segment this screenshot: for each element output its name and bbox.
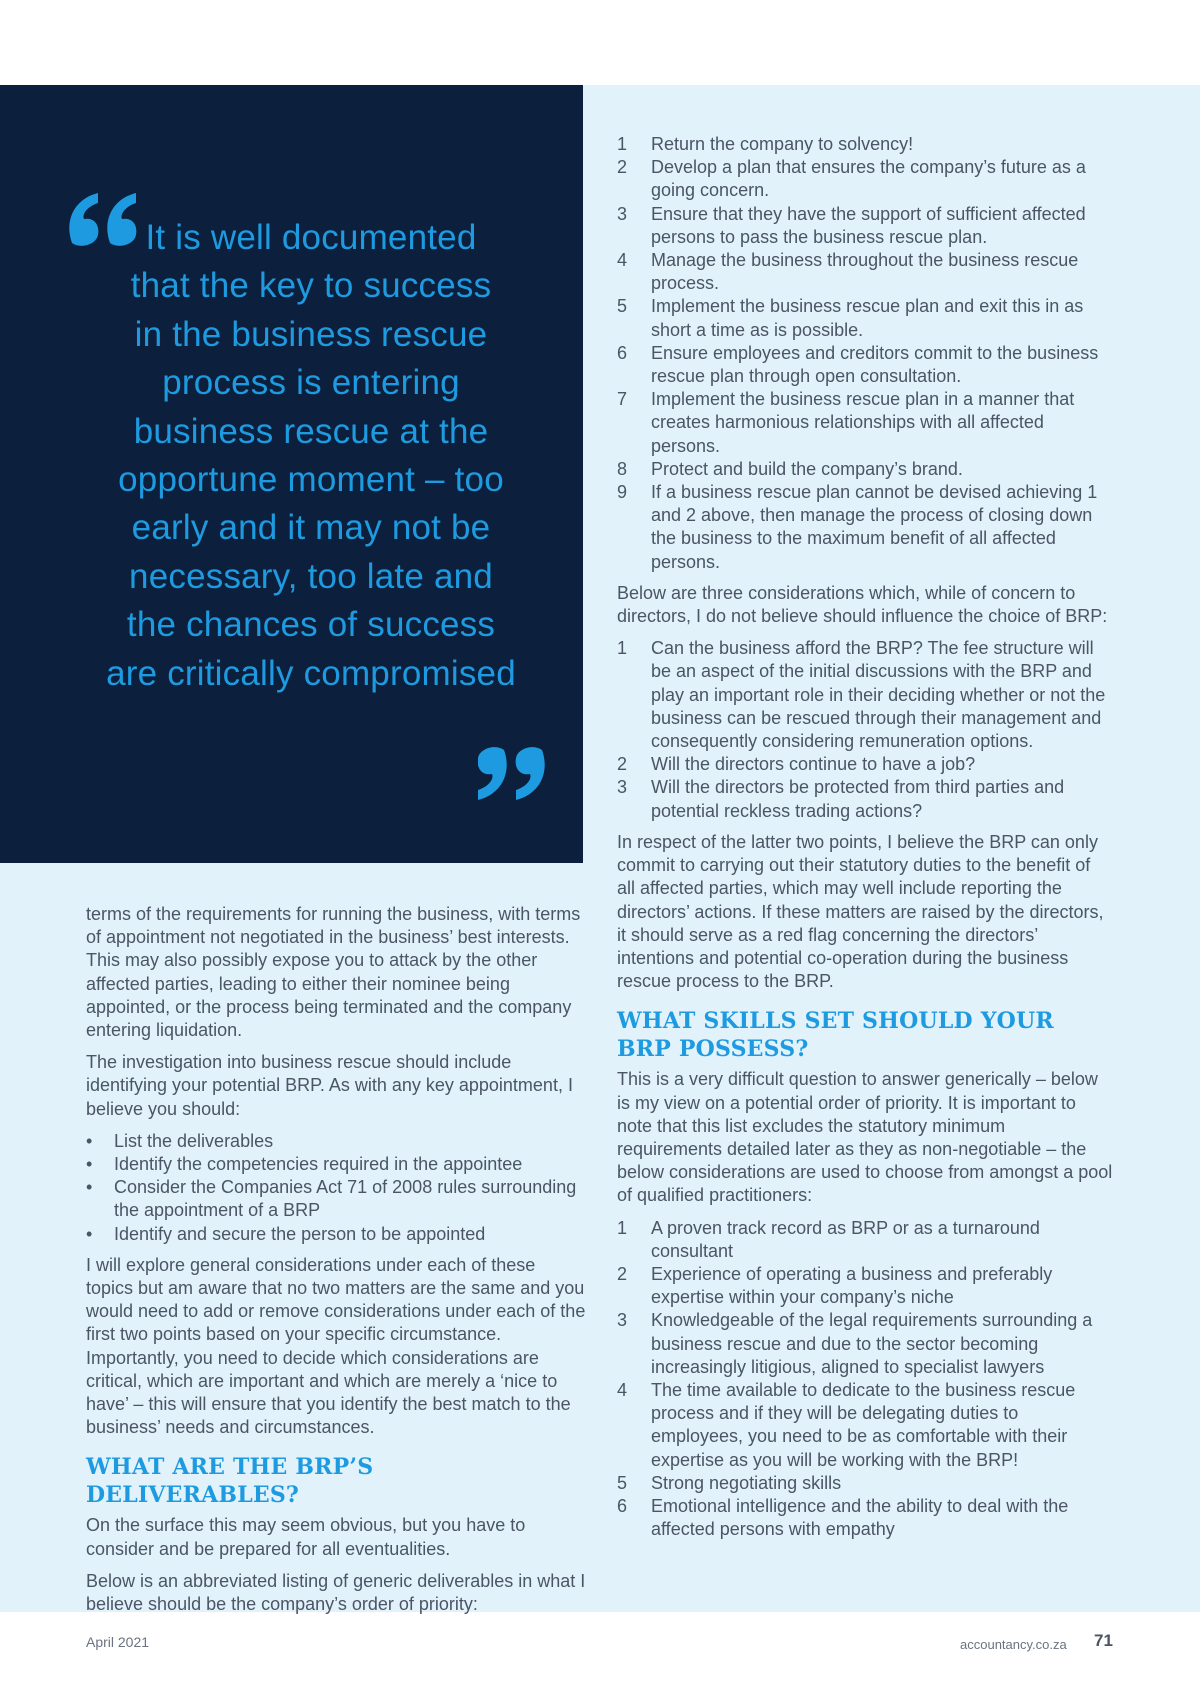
close-quote-icon [478, 746, 550, 802]
list-item: 3 Ensure that they have the support of sufficient affected persons to pass the business rescue plan. [617, 203, 1086, 247]
bullet-icon: • [86, 1130, 93, 1151]
list-item: • Identify and secure the person to be appointed [86, 1223, 586, 1246]
list-item: 8 Protect and build the company’s brand. [617, 458, 963, 479]
list-item: 1 A proven track record as BRP or as a turnaround consultant [617, 1217, 1040, 1261]
body-paragraph: I will explore general considerations under each of these topics but am aware that no two matters are the same and you would need to add or remove considerations under each of the first two points based on your specific circumstance. Importantly, you need to decide which considerations are critical, which are important and which are merely a ‘nice to have’ – this will ensure that you identify the best match to the business’ needs and circumstances. [86, 1254, 586, 1438]
quote-line: early and it may not be [131, 508, 491, 548]
body-paragraph: terms of the requirements for running the business, with terms of appointment not negotiated in the business’ best interests. This may also possibly expose you to attack by the other affected parties, leading to either their nominee being appointed, or the process being terminated and the company entering liquidation. [86, 904, 581, 1041]
quote-line: It is well documented [145, 218, 477, 257]
footer-date: April 2021 [86, 1634, 150, 1650]
body-paragraph: On the surface this may seem obvious, but you have to consider and be prepared for all eventualities. [86, 1515, 526, 1559]
quote-line: business rescue at the [133, 411, 489, 451]
quote-line: necessary, too late and [129, 556, 493, 596]
skills-list [617, 1217, 1113, 1542]
list-item: 5 Strong negotiating skills [617, 1472, 842, 1493]
list-item: 6 Ensure employees and creditors commit to the business rescue plan through open consultation. [617, 342, 1099, 387]
list-item: 9 If a business rescue plan cannot be devised achieving 1 and 2 above, then manage the process of closing down the business to the maximum benefit of all affected persons. [617, 482, 1098, 572]
list-item: 1 Can the business afford the BRP? The fee structure will be an aspect of the initial discussions with the BRP and play an important role in their deciding whether or not the business can be rescued through their management and consequently considering remuneration options. [617, 638, 1106, 752]
body-paragraph: The investigation into business rescue should include identifying your potential BRP. As with any key appointment, I believe you should: [86, 1052, 573, 1119]
quote-line: that the key to success [130, 266, 492, 306]
body-paragraph: Below are three considerations which, while of concern to directors, I do not believe should influence the choice of BRP: [617, 582, 1108, 627]
left-column [86, 903, 586, 1625]
list-item: 4 Manage the business throughout the business rescue process. [617, 250, 1079, 294]
quote-line: process is entering [162, 363, 460, 403]
quote-line: the chances of success [126, 605, 496, 645]
section-heading: WHAT ARE THE BRP’S DELIVERABLES? [86, 1454, 374, 1509]
list-item: 1 Return the company to solvency! [617, 134, 914, 154]
right-column [617, 133, 1113, 1549]
footer-website: accountancy.co.za [960, 1637, 1067, 1652]
body-paragraph: This is a very difficult question to answer generically – below is my view on a potential order of priority. It is important to note that this list excludes the statutory minimum requirements detailed later as they as non-negotiable – the below considerations are used to choose from amongst a pool of qualified practitioners: [617, 1069, 1113, 1206]
list-item: 2 Will the directors continue to have a job? [617, 754, 976, 775]
list-item: 2 Develop a plan that ensures the company’s future as a going concern. [617, 157, 1086, 201]
quote-line: are critically compromised [106, 653, 516, 693]
appointment-bullet-list [86, 1130, 586, 1246]
list-item: 6 Emotional intelligence and the ability to deal with the affected persons with empathy [617, 1495, 1069, 1540]
quote-line: opportune moment – too [118, 460, 504, 500]
list-item: 5 Implement the business rescue plan and exit this in as short a time as is possible. [617, 296, 1084, 340]
body-paragraph: Below is an abbreviated listing of generic deliverables in what I believe should be the company’s order of priority: [86, 1570, 586, 1615]
quote-line: in the business rescue [134, 314, 488, 354]
list-item: 3 Will the directors be protected from third parties and potential reckless trading actions? [617, 777, 1065, 821]
deliverables-list [617, 133, 1113, 574]
list-item: 2 Experience of operating a business and preferably expertise within your company’s niche [617, 1263, 1053, 1308]
considerations-list [617, 637, 1113, 823]
bullet-icon: • [86, 1177, 93, 1198]
pull-quote-text [60, 214, 562, 698]
list-item: 3 Knowledgeable of the legal requirements surrounding a business rescue and due to the sector becoming increasingly litigious, aligned to specialist lawyers [617, 1310, 1093, 1377]
list-item: 4 The time available to dedicate to the business rescue process and if they will be delegating duties to employees, you need to be as comfortable with their expertise as you will be working with the BRP! [617, 1379, 1076, 1470]
list-item: • List the deliverables [86, 1130, 586, 1153]
bullet-icon: • [86, 1154, 93, 1175]
page-number: 71 [1094, 1631, 1113, 1650]
list-item: • Identify the competencies required in the appointee [86, 1153, 586, 1176]
list-item: • Consider the Companies Act 71 of 2008 rules surrounding the appointment of a BRP [86, 1176, 586, 1222]
bullet-icon: • [86, 1223, 93, 1244]
section-heading: WHAT SKILLS SET SHOULD YOUR BRP POSSESS? [617, 1008, 1054, 1063]
list-item: 7 Implement the business rescue plan in a manner that creates harmonious relationships with all affected persons. [617, 389, 1075, 456]
body-paragraph: In respect of the latter two points, I believe the BRP can only commit to carrying out their statutory duties to the benefit of all affected parties, which may well include reporting the directors’ actions. If these matters are raised by the directors, it should serve as a red flag concerning the directors’ intentions and potential co-operation during the business rescue process to the BRP. [617, 831, 1104, 992]
